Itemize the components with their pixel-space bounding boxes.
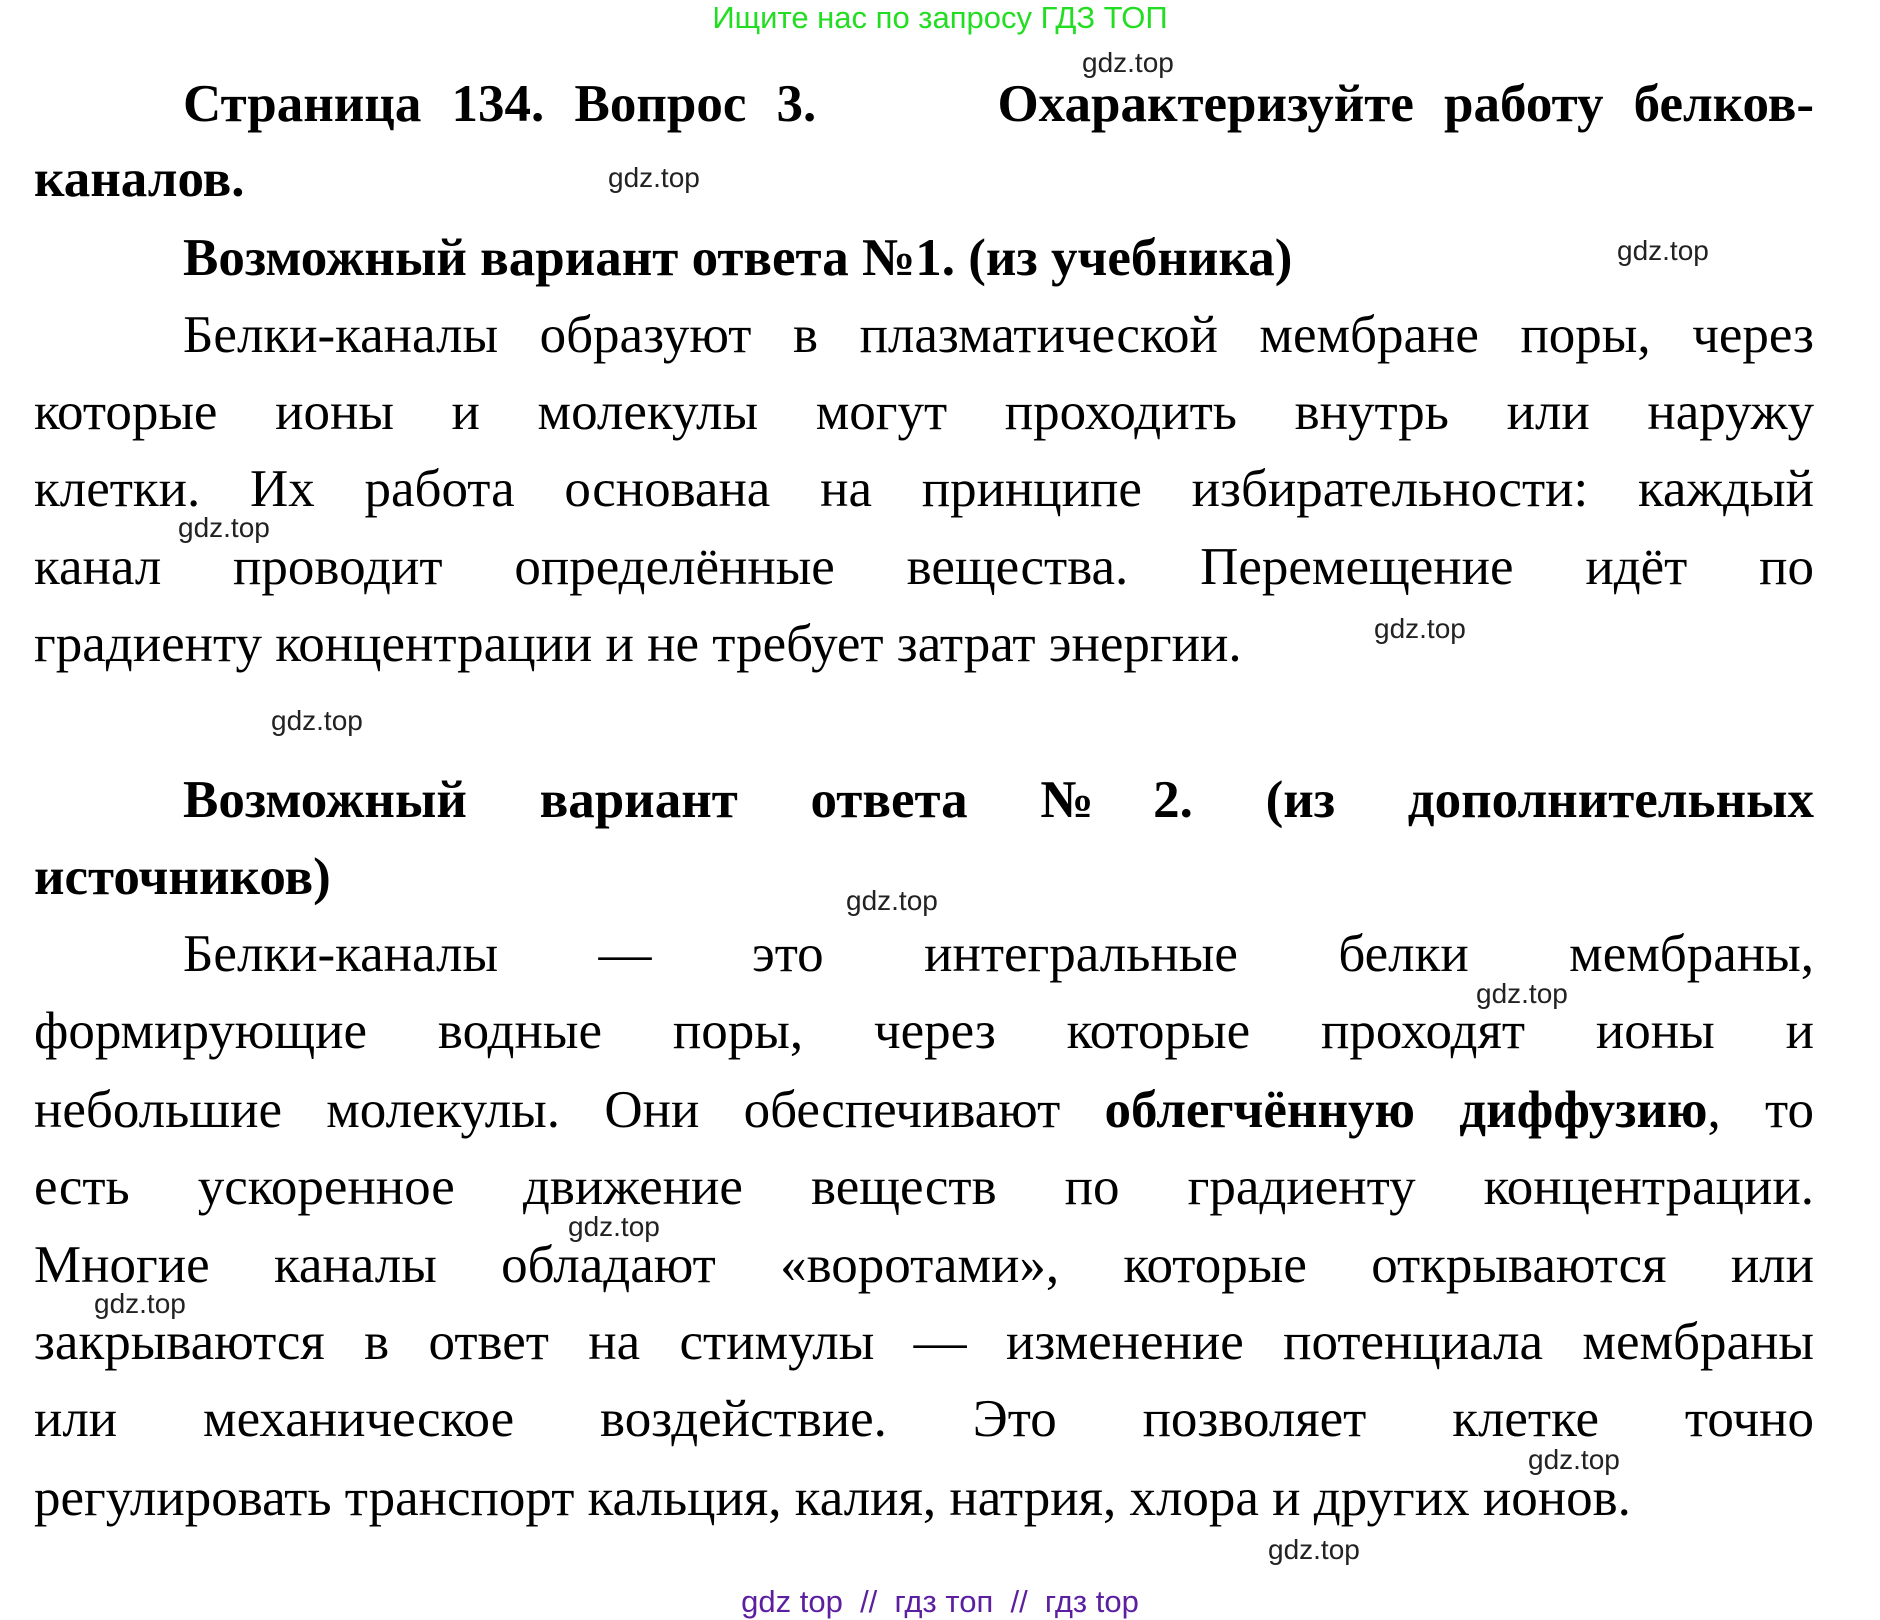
answer2-text: небольшие молекулы. Они обеспечивают bbox=[34, 1081, 1105, 1139]
watermark: gdz.top bbox=[1528, 1444, 1620, 1475]
answer1-line: клетки. Их работа основана на принципе избирательности: каждый bbox=[34, 460, 1814, 518]
watermark: gdz.top bbox=[1617, 235, 1709, 266]
answer1-heading: Возможный вариант ответа №1. (из учебника) bbox=[183, 229, 1293, 287]
answer2-line: формирующие водные поры, через которые проходят ионы и bbox=[34, 1002, 1814, 1060]
watermark: gdz.top bbox=[1476, 978, 1568, 1009]
search-banner: Ищите нас по запросу ГДЗ ТОП bbox=[712, 0, 1168, 35]
watermark: gdz.top bbox=[1374, 613, 1466, 644]
answer1-line: градиенту концентрации и не требует затрат энергии. bbox=[34, 615, 1242, 673]
answer1-line: которые ионы и молекулы могут проходить внутрь или наружу bbox=[34, 383, 1814, 441]
answer2-line: Многие каналы обладают «воротами», которые открываются или bbox=[34, 1236, 1814, 1294]
answer2-line: Белки-каналы — это интегральные белки мембраны, bbox=[183, 925, 1814, 983]
answer2-line: или механическое воздействие. Это позволяет клетке точно bbox=[34, 1390, 1814, 1448]
watermark: gdz.top bbox=[846, 885, 938, 916]
watermark: gdz.top bbox=[568, 1211, 660, 1242]
watermark: gdz.top bbox=[1082, 47, 1174, 78]
answer2-heading-line-2: источников) bbox=[34, 848, 331, 906]
question-title-line-2: каналов. bbox=[34, 150, 245, 208]
answer1-line: канал проводит определённые вещества. Перемещение идёт по bbox=[34, 538, 1814, 596]
watermark: gdz.top bbox=[94, 1288, 186, 1319]
watermark: gdz.top bbox=[271, 705, 363, 736]
answer2-line: есть ускоренное движение веществ по градиенту концентрации. bbox=[34, 1158, 1814, 1216]
answer2-line: закрываются в ответ на стимулы — изменение потенциала мембраны bbox=[34, 1313, 1814, 1371]
question-title-line-1: Страница 134. Вопрос 3. Охарактеризуйте работу белков- bbox=[183, 75, 1814, 133]
facilitated-diffusion-term: облегчённую диффузию bbox=[1104, 1081, 1708, 1139]
watermark: gdz.top bbox=[608, 162, 700, 193]
answer2-line bbox=[34, 1080, 1814, 1140]
watermark: gdz.top bbox=[178, 512, 270, 543]
answer2-text: , то bbox=[1707, 1081, 1814, 1139]
answer2-line: регулировать транспорт кальция, калия, натрия, хлора и других ионов. bbox=[34, 1469, 1631, 1527]
answer2-heading-line-1: Возможный вариант ответа №2. (из дополнительных bbox=[183, 771, 1814, 829]
answer1-line: Белки-каналы образуют в плазматической мембране поры, через bbox=[183, 306, 1814, 364]
watermark: gdz.top bbox=[1268, 1534, 1360, 1565]
footer-watermark: gdz top // гдз топ // гдз top bbox=[741, 1584, 1139, 1619]
